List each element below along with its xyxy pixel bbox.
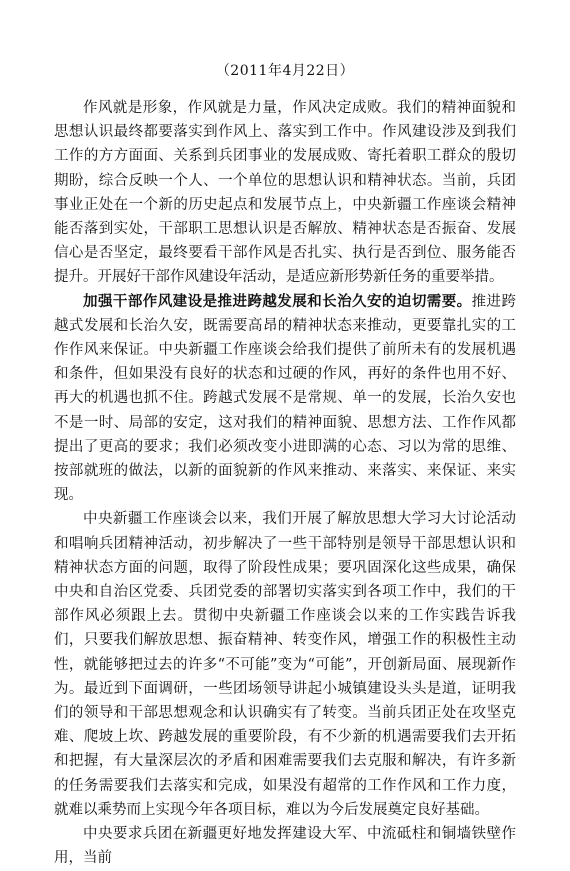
paragraph-text: 推进跨越式发展和长治久安，既需要高昂的精神状态来推动，更要靠扎实的工作作风来保证。中央新疆工作座谈会给我们提供了前所未有的发展机遇和条件，但如果没有良好的状态和过硬的作风，再好的条件也用不好、再大的机遇也抓不住。跨越式发展不是常规、单一的发展，长治久安也不是一时、局部的安定，这对我们的精神面貌、思想方法、工作作风都提出了更高的要求；我们必须改变小进即满的心态、习以为常的思维、按部就班的做法，以新的面貌新的作风来推动、来落实、来保证、来实现。 xyxy=(54,293,517,504)
paragraph-lead: 加强干部作风建设是推进跨越发展和长治久安的迫切需要。 xyxy=(83,292,472,310)
document-date: （2011年4月22日） xyxy=(215,63,355,79)
paragraph-1 xyxy=(54,96,516,290)
paragraph-text: 中央新疆工作座谈会以来，我们开展了解放思想大学习大讨论活动和唱响兵团精神活动，初步解决了一些干部特别是领导干部思想认识和精神状态方面的问题，取得了阶段性成果；要巩固深化这些成果，确保中央和自治区党委、兵团党委的部署切实落实到各项工作中，我们的干部作风必须跟上去。贯彻中央新疆工作座谈会以来的工作实践告诉我们，只要我们解放思想、振奋精神、转变作风，增强工作的积极性主动性，就能够把过去的许多“不可能”变为“可能”，开创新局面、展现新作为。最近到下面调研，一些团场领导讲起小城镇建设头头是道，证明我们的领导和干部思想观念和认识确实有了转变。当前兵团正处在攻坚克难、爬坡上坎、跨越发展的重要阶段，有不少新的机遇需要我们去开拓和把握，有大量深层次的矛盾和困难需要我们去克服和解决，有许多新的任务需要我们去落实和完成，如果没有超常的工作作风和工作力度，就难以乘势而上实现今年各项目标，难以为今后发展奠定良好基础。 xyxy=(54,511,516,818)
paragraph-4 xyxy=(54,822,516,870)
paragraph-text: 中央要求兵团在新疆更好地发挥建设大军、中流砥柱和铜墙铁壁作用，当前 xyxy=(54,826,516,867)
document-body xyxy=(54,96,516,871)
paragraph-3 xyxy=(54,507,516,822)
paragraph-text: 作风就是形象，作风就是力量，作风决定成败。我们的精神面貌和思想认识最终都要落实到作风上、落实到工作中。作风建设涉及到我们工作的方方面面、关系到兵团事业的发展成败、寄托着职工群众的殷切期盼，综合反映一个人、一个单位的思想认识和精神状态。当前，兵团事业正处在一个新的历史起点和发展节点上，中央新疆工作座谈会精神能否落到实处，干部职工思想认识是否解放、精神状态是否振奋、发展信心是否坚定，最终要看干部作风是否扎实、执行是否到位、服务能否提升。开展好干部作风建设年活动，是适应新形势新任务的重要举措。 xyxy=(54,100,516,286)
paragraph-2 xyxy=(54,290,516,508)
